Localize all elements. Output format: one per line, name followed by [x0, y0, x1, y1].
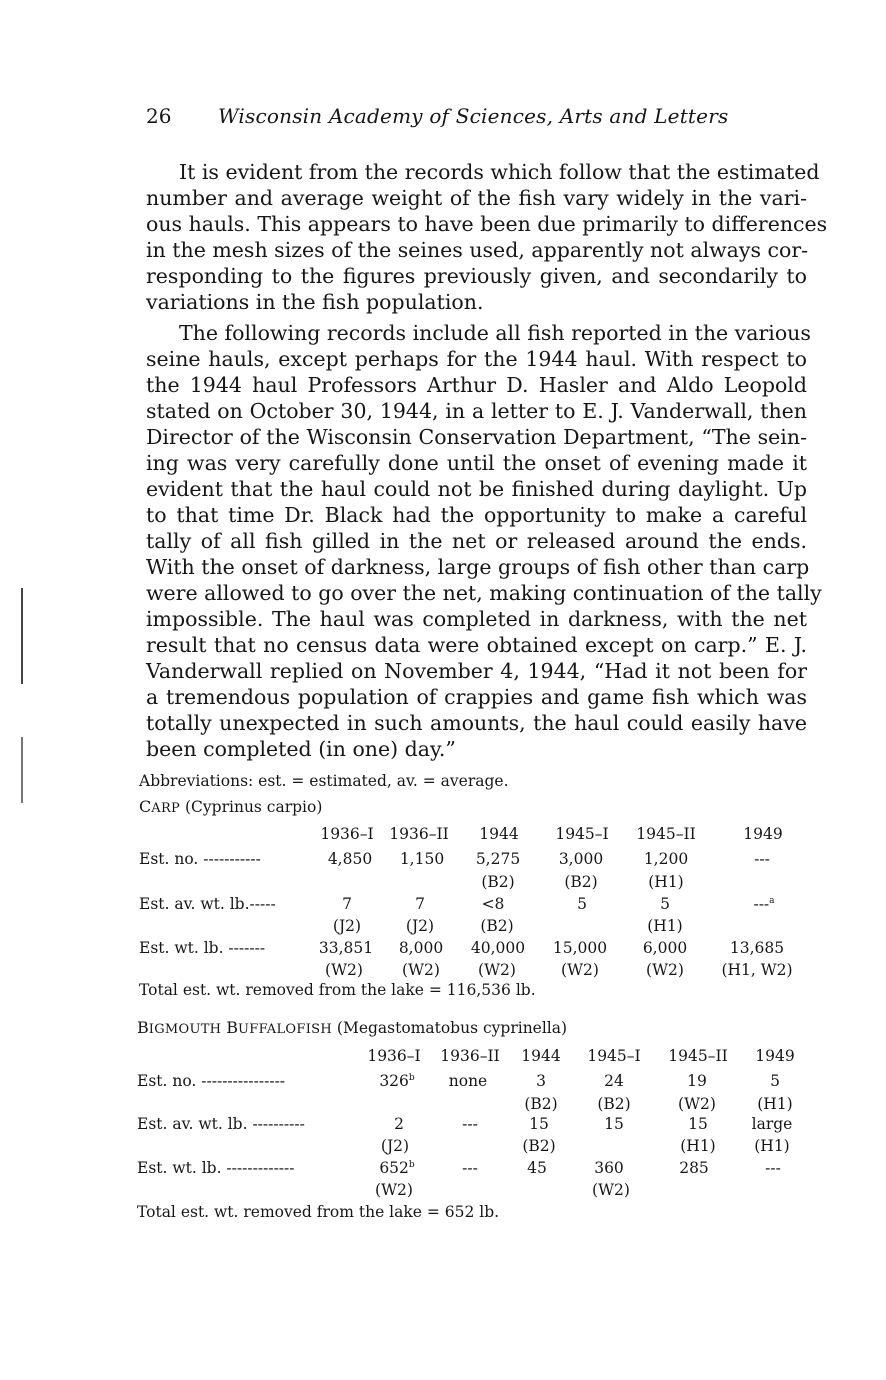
- footnote-marker: a: [769, 896, 775, 906]
- column-header: 1949: [743, 825, 783, 843]
- column-header: 1945–I: [587, 1047, 641, 1065]
- row-label: Est. av. wt. lb.-----: [139, 895, 276, 913]
- row-label: Est. wt. lb. -------------: [137, 1159, 295, 1177]
- table-cell: 8,000: [398, 939, 444, 957]
- text-line: impossible. The haul was completed in darkness, with the net: [146, 607, 807, 631]
- table-cell: 15,000: [552, 939, 608, 957]
- carp-table-title: CARP (Cyprinus carpio): [139, 797, 323, 816]
- table-total: Total est. wt. removed from the lake = 652 lb.: [137, 1203, 500, 1221]
- table-cell: 24: [604, 1072, 624, 1090]
- text-line: responding to the figures previously given, and secondarily to: [146, 264, 807, 288]
- table-cell: 1,150: [399, 850, 445, 868]
- buffalofish-table-title: BIGMOUTH BUFFALOFISH (Megastomatobus cyprinella): [137, 1018, 568, 1037]
- table-cell: 19: [687, 1072, 707, 1090]
- text-line: a tremendous population of crappies and game fish which was: [146, 685, 807, 709]
- table-cell: 3,000: [558, 850, 604, 868]
- text-line: been completed (in one) day.”: [146, 737, 456, 761]
- source-cell: (W2): [478, 961, 516, 979]
- source-cell: (W2): [678, 1095, 716, 1113]
- text-line: tally of all fish gilled in the net or released around the ends.: [146, 529, 807, 553]
- table-cell: 7: [342, 895, 352, 913]
- source-cell: (H1): [647, 917, 683, 935]
- column-header: 1949: [755, 1047, 795, 1065]
- column-header: 1936–I: [320, 825, 374, 843]
- text-line: With the onset of darkness, large groups of fish other than carp: [146, 555, 810, 579]
- table-total: Total est. wt. removed from the lake = 116,536 lb.: [139, 981, 536, 999]
- column-header: 1936–II: [389, 825, 449, 843]
- text-line: were allowed to go over the net, making continuation of the tally: [146, 581, 822, 605]
- text-line: ous hauls. This appears to have been due primarily to differences: [146, 212, 828, 236]
- table-cell: 13,685: [729, 939, 785, 957]
- table-cell: 6,000: [642, 939, 688, 957]
- text-line: result that no census data were obtained except on carp.” E. J.: [146, 633, 807, 657]
- table-cell: 652$^b$: [379, 1159, 415, 1177]
- source-cell: (B2): [481, 873, 515, 891]
- row-label: Est. wt. lb. -------: [139, 939, 266, 957]
- table-cell: 5,275: [475, 850, 521, 868]
- table-cell: 7: [415, 895, 425, 913]
- table-cell: none: [448, 1072, 488, 1090]
- table-cell: ---$^a$: [753, 895, 775, 913]
- source-cell: (W2): [402, 961, 440, 979]
- table-cell: 40,000: [470, 939, 526, 957]
- table-cell: ---: [462, 1159, 478, 1177]
- table-cell: large: [751, 1115, 793, 1133]
- text-line: Director of the Wisconsin Conservation Department, “The sein-: [146, 425, 807, 449]
- column-header: 1945–I: [555, 825, 609, 843]
- table-cell: 15: [529, 1115, 549, 1133]
- source-cell: (B2): [522, 1137, 556, 1155]
- text-line: evident that the haul could not be finished during daylight. Up: [146, 477, 807, 501]
- table-cell: ---: [765, 1159, 781, 1177]
- text-line: Vanderwall replied on November 4, 1944, “Had it not been for: [146, 659, 807, 683]
- column-header: 1944: [521, 1047, 561, 1065]
- source-cell: (J2): [332, 917, 362, 935]
- table-cell: ---: [754, 850, 770, 868]
- source-cell: (H1): [757, 1095, 793, 1113]
- source-cell: (H1): [680, 1137, 716, 1155]
- page-number: 26: [146, 104, 172, 128]
- text-line: It is evident from the records which follow that the estimated: [179, 160, 820, 184]
- text-line: The following records include all fish reported in the various: [179, 321, 811, 345]
- text-line: ing was very carefully done until the onset of evening made it: [146, 451, 807, 475]
- source-cell: (B2): [597, 1095, 631, 1113]
- text-line: number and average weight of the fish vary widely in the vari-: [146, 186, 807, 210]
- text-line: variations in the fish population.: [146, 290, 484, 314]
- column-header: 1945–II: [636, 825, 696, 843]
- text-line: seine hauls, except perhaps for the 1944 haul. With respect to: [146, 347, 807, 371]
- column-header: 1936–II: [440, 1047, 500, 1065]
- column-header: 1936–I: [367, 1047, 421, 1065]
- table-cell: 15: [604, 1115, 624, 1133]
- source-cell: (J2): [405, 917, 435, 935]
- table-cell: 5: [770, 1072, 780, 1090]
- table-cell: 285: [679, 1159, 709, 1177]
- text-line: the 1944 haul Professors Arthur D. Hasler and Aldo Leopold: [146, 373, 807, 397]
- table-cell: <8: [481, 895, 505, 913]
- source-cell: (W2): [375, 1181, 413, 1199]
- table-cell: ---: [462, 1115, 478, 1133]
- footnote-marker: b: [408, 1160, 415, 1170]
- row-label: Est. no. -----------: [139, 850, 261, 868]
- source-cell: (W2): [592, 1181, 630, 1199]
- table-cell: 3: [536, 1072, 546, 1090]
- row-label: Est. av. wt. lb. ----------: [137, 1115, 305, 1133]
- source-cell: (H1): [648, 873, 684, 891]
- text-line: stated on October 30, 1944, in a letter to E. J. Vanderwall, then: [146, 399, 807, 423]
- table-cell: 15: [688, 1115, 708, 1133]
- table-cell: 5: [577, 895, 587, 913]
- column-header: 1945–II: [668, 1047, 728, 1065]
- source-cell: (H1, W2): [721, 961, 793, 979]
- table-cell: 360: [594, 1159, 624, 1177]
- abbreviations-note: Abbreviations: est. = estimated, av. = average.: [139, 772, 509, 790]
- source-cell: (W2): [325, 961, 363, 979]
- table-cell: 33,851: [318, 939, 374, 957]
- row-label: Est. no. ----------------: [137, 1072, 286, 1090]
- table-cell: 4,850: [327, 850, 373, 868]
- source-cell: (J2): [380, 1137, 410, 1155]
- text-line: to that time Dr. Black had the opportunity to make a careful: [146, 503, 807, 527]
- source-cell: (B2): [524, 1095, 558, 1113]
- column-header: 1944: [479, 825, 519, 843]
- table-cell: 1,200: [643, 850, 689, 868]
- text-line: in the mesh sizes of the seines used, apparently not always cor-: [146, 238, 809, 262]
- source-cell: (B2): [564, 873, 598, 891]
- table-cell: 45: [527, 1159, 547, 1177]
- margin-scan-mark: [21, 737, 23, 803]
- margin-scan-mark: [21, 588, 23, 684]
- table-cell: 2: [394, 1115, 404, 1133]
- footnote-marker: b: [408, 1073, 415, 1083]
- table-cell: 326$^b$: [379, 1072, 415, 1090]
- table-cell: 5: [660, 895, 670, 913]
- source-cell: (W2): [646, 961, 684, 979]
- source-cell: (W2): [561, 961, 599, 979]
- source-cell: (B2): [480, 917, 514, 935]
- running-title: Wisconsin Academy of Sciences, Arts and Letters: [218, 104, 729, 128]
- text-line: totally unexpected in such amounts, the haul could easily have: [146, 711, 807, 735]
- source-cell: (H1): [754, 1137, 790, 1155]
